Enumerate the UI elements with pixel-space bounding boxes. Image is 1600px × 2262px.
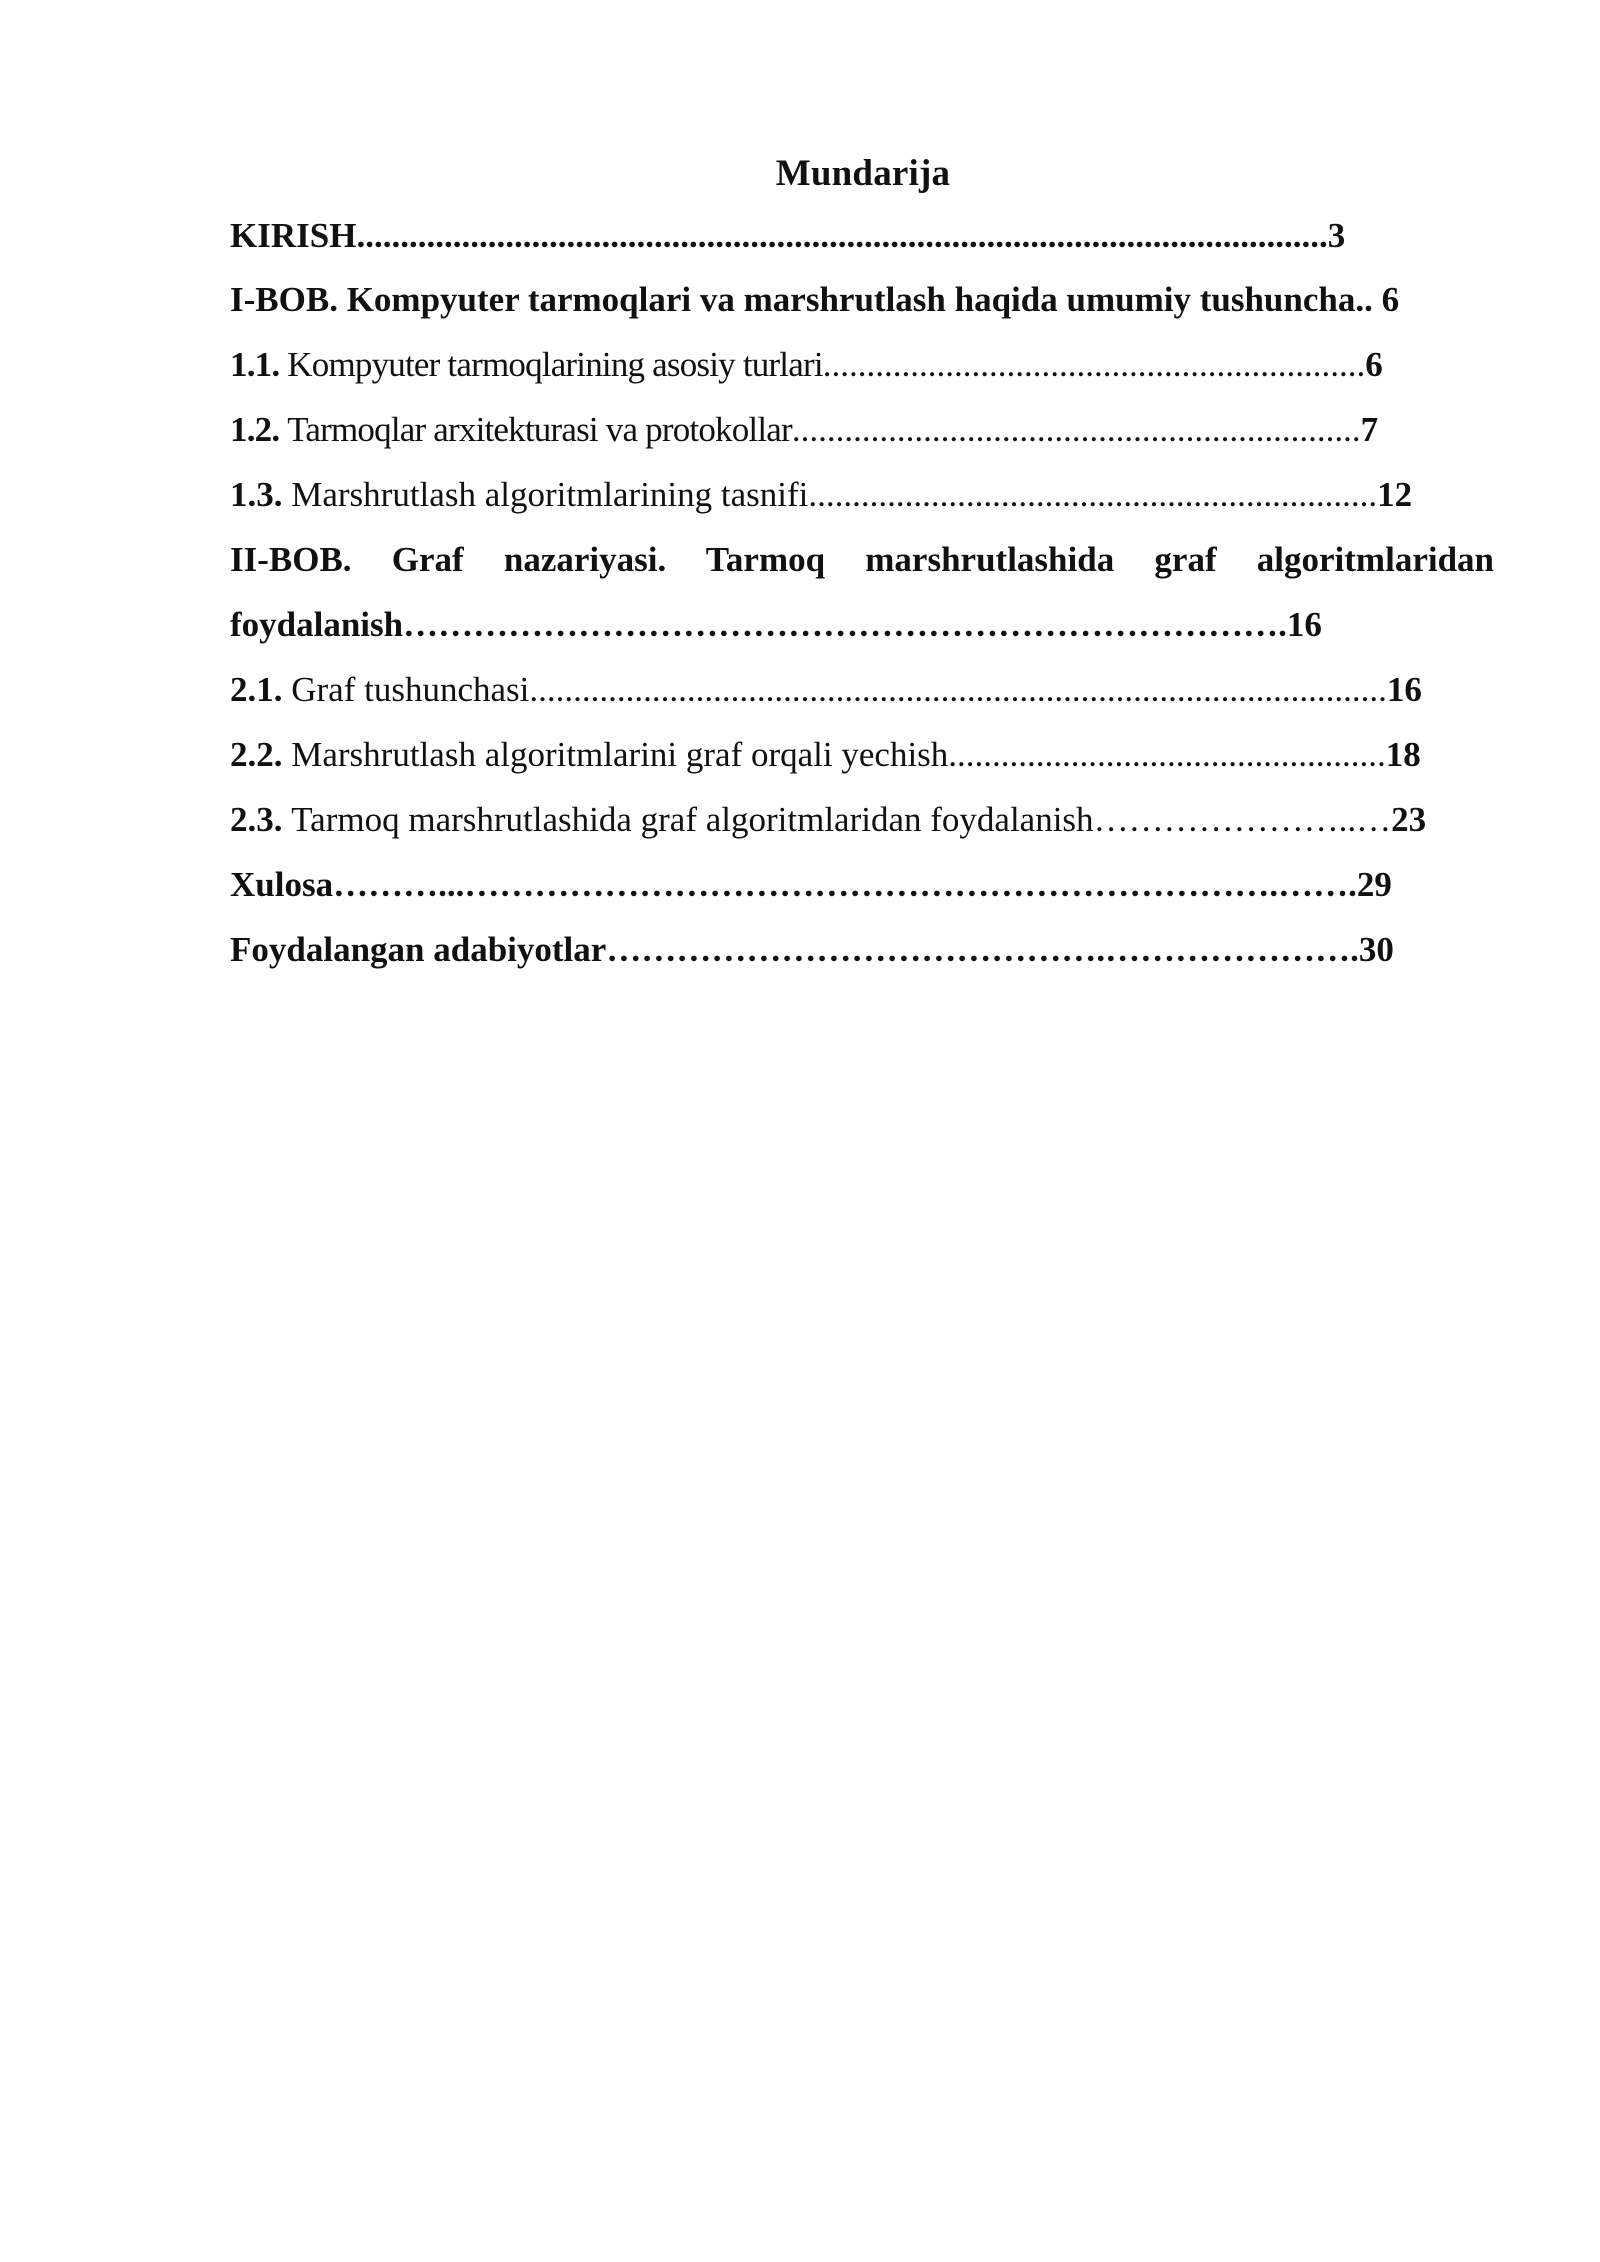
toc-entry-references — [230, 926, 1394, 974]
toc-entry-label: Tarmoq marshrutlashida graf algoritmlaridan foydalanish — [291, 800, 1094, 839]
toc-leader: …………………..… — [1093, 800, 1392, 839]
toc-leader: ............................................................................................................... — [356, 216, 1328, 255]
toc-page-number: 16 — [1386, 670, 1422, 709]
toc-entry-heading — [230, 536, 1494, 584]
toc-entry-number: 2.2. — [230, 735, 283, 774]
toc-entry-chapter-1 — [230, 276, 1399, 324]
toc-page-number: 29 — [1356, 865, 1392, 904]
toc-entry-2-1 — [230, 666, 1422, 714]
toc-entry-number: 1.2. — [230, 410, 280, 449]
toc-page-number: 6 — [1365, 345, 1382, 384]
toc-leader: …………………………………………………………………. — [403, 605, 1287, 644]
toc-entry-1-3 — [230, 471, 1412, 519]
toc-entry-label: Graf nazariyasi. Tarmoq marshrutlashida graf algoritmlaridan — [391, 540, 1495, 579]
toc-entry-label: I-BOB. Kompyuter tarmoqlari va marshrutlash haqida umumiy tushuncha — [230, 280, 1356, 319]
toc-page-number: 16 — [1286, 605, 1322, 644]
toc-page-number: 12 — [1377, 475, 1413, 514]
toc-page-number: 3 — [1327, 216, 1346, 255]
toc-title: Mundarija — [775, 153, 951, 194]
toc-entry-label: KIRISH — [230, 216, 357, 255]
toc-entry-1-1 — [230, 341, 1382, 389]
toc-entry-label: Tarmoqlar arxitekturasi va protokollar — [287, 410, 792, 449]
toc-entry-number: 2.1. — [230, 670, 283, 709]
toc-leader: .................................................. — [948, 735, 1386, 774]
toc-page-number: 18 — [1385, 735, 1421, 774]
toc-page-number: 7 — [1360, 410, 1378, 449]
toc-entry-label: Xulosa — [230, 865, 334, 904]
toc-entry-1-2 — [230, 406, 1377, 454]
toc-entry-number: II-BOB. — [230, 540, 352, 579]
toc-entry-label: foydalanish — [230, 605, 404, 644]
toc-entry-2-3 — [230, 796, 1426, 844]
toc-page-number: 30 — [1358, 930, 1394, 969]
toc-entry-2-2 — [230, 731, 1421, 779]
toc-leader: .................................................................................................. — [529, 670, 1387, 709]
toc-entry-label: Kompyuter tarmoqlarining asosiy turlari — [287, 345, 823, 384]
toc-entry-label: Foydalangan adabiyotlar — [230, 930, 607, 969]
toc-page-number: 6 — [1381, 280, 1400, 319]
toc-leader: .............................................................. — [822, 345, 1366, 384]
toc-leader: …………………………………….…………………. — [606, 930, 1359, 969]
toc-leader: ................................................................. — [808, 475, 1378, 514]
toc-entry-number: 2.3. — [230, 800, 283, 839]
toc-entry-kirish — [230, 212, 1345, 260]
toc-leader: ………...…………………………………………………………….……. — [333, 865, 1357, 904]
toc-leader: ................................................................. — [791, 410, 1361, 449]
toc-entry-label: Marshrutlash algoritmlarining tasnifi — [291, 475, 809, 514]
toc-leader: .. — [1355, 280, 1373, 319]
toc-entry-number: 1.3. — [230, 475, 283, 514]
toc-entry-number: 1.1. — [230, 345, 280, 384]
toc-entry-chapter-2 — [230, 536, 1494, 584]
toc-entry-chapter-2-cont — [230, 601, 1322, 649]
toc-page-number: 23 — [1391, 800, 1427, 839]
toc-entry-label: Graf tushunchasi — [291, 670, 530, 709]
toc-entry-xulosa — [230, 861, 1392, 909]
toc-entry-label: Marshrutlash algoritmlarini graf orqali yechish — [291, 735, 949, 774]
